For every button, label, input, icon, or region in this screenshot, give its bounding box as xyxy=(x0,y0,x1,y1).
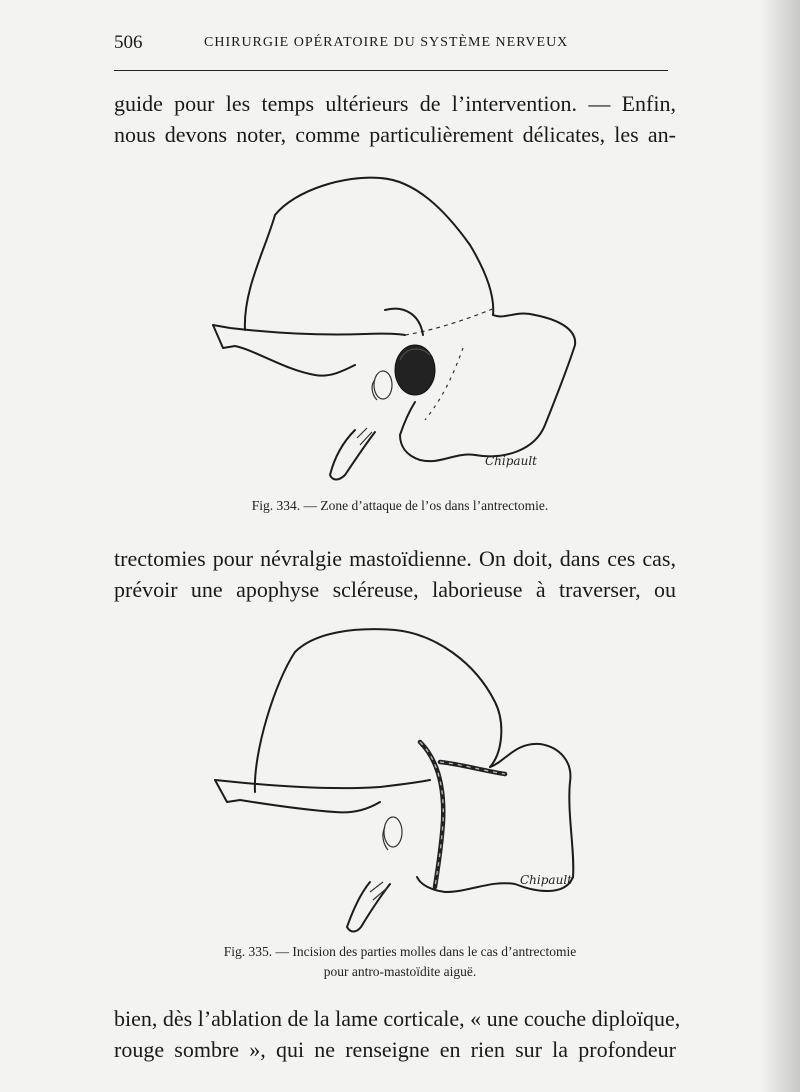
caption-334 xyxy=(160,498,640,514)
text-line: guide pour les temps ultérieurs de l’intervention. — Enfin, xyxy=(114,91,676,116)
caption-334-text: Fig. 334. — Zone d’attaque de l’os dans l’antrectomie. xyxy=(251,498,549,513)
caption-335-line-2: pour antro-mastoïdite aiguë. xyxy=(323,964,477,979)
running-title: CHIRURGIE OPÉRATOIRE DU SYSTÈME NERVEUX xyxy=(204,35,569,50)
header-rule xyxy=(114,70,668,71)
figure-335-illustration xyxy=(205,622,585,942)
text-line: trectomies pour névralgie mastoïdienne. On doit, dans ces cas, xyxy=(114,546,676,571)
caption-335 xyxy=(140,942,660,982)
figure-334-illustration xyxy=(205,170,585,490)
signature-335: Chipault xyxy=(520,873,572,887)
paragraph-2 xyxy=(114,543,676,605)
page-header xyxy=(114,32,670,56)
text-line: bien, dès l’ablation de la lame corticale, « une couche diploïque, xyxy=(114,1006,681,1031)
page-edge-shadow xyxy=(760,0,800,1092)
caption-335-line-1: Fig. 335. — Incision des parties molles dans le cas d’antrectomie xyxy=(223,944,577,959)
paragraph-1 xyxy=(114,88,676,150)
text-line: rouge sombre », qui ne renseigne en rien sur la profondeur xyxy=(114,1037,676,1062)
text-line: nous devons noter, comme particulièrement délicates, les an- xyxy=(114,122,676,147)
text-line: prévoir une apophyse scléreuse, laborieuse à traverser, ou xyxy=(114,577,676,602)
page-number: 506 xyxy=(114,32,143,53)
signature-334: Chipault xyxy=(485,454,537,468)
paragraph-3 xyxy=(114,1003,681,1065)
